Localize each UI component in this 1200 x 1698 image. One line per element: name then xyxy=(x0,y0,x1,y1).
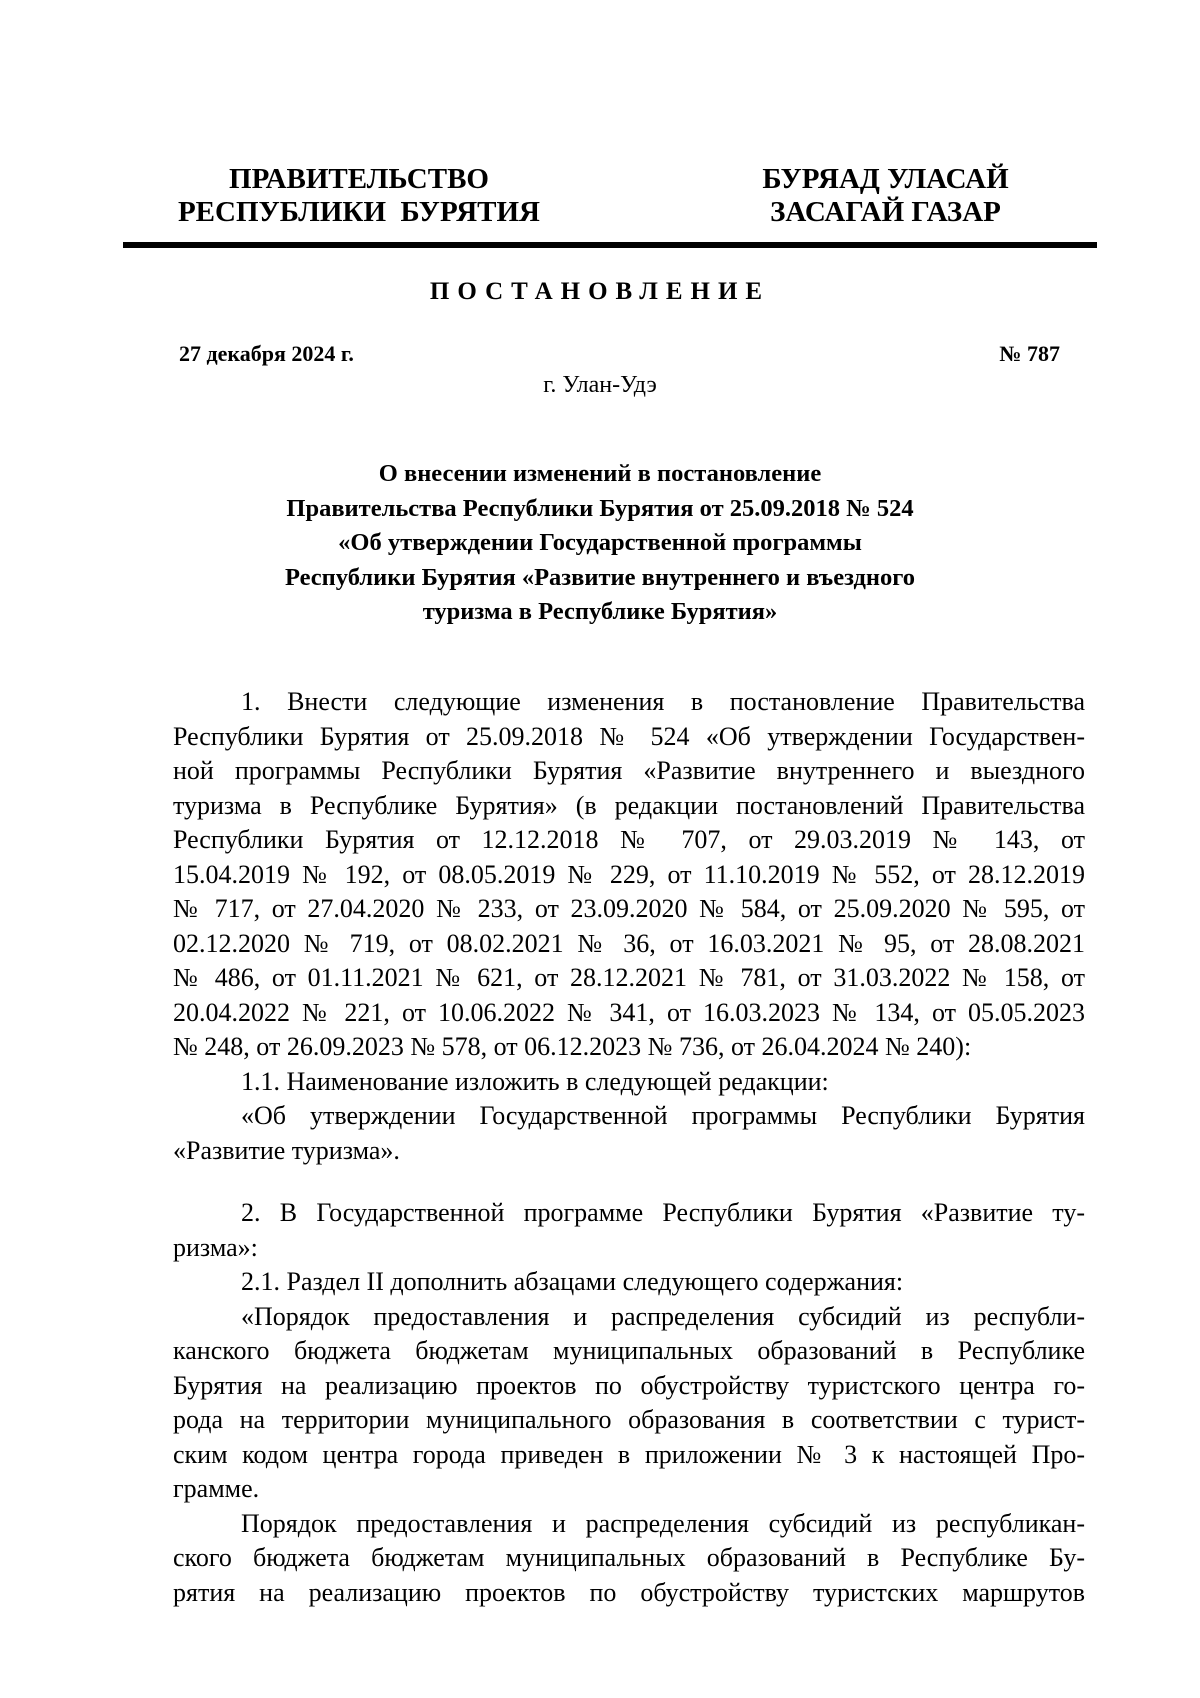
text-line: ной программы Республики Бурятия «Развитие внутреннего и выездного xyxy=(173,756,1085,785)
paragraph-spacer xyxy=(173,1168,1085,1196)
title-line: Правительства Республики Бурятия от 25.09.2018 № 524 xyxy=(286,494,914,522)
government-header-russian xyxy=(170,163,548,229)
document-body xyxy=(173,685,1085,1610)
paragraph-1 xyxy=(173,685,1085,1065)
text-line: ским кодом центра города приведен в приложении № 3 к настоящей Про- xyxy=(173,1439,1085,1469)
text-line: 20.04.2022 № 221, от 10.06.2022 № 341, от 16.03.2023 № 134, от 05.05.2023 xyxy=(173,997,1085,1027)
text-line: ского бюджета бюджетам муниципальных образований в Республике Бу- xyxy=(173,1543,1085,1572)
document-title xyxy=(200,457,1000,630)
text-line: канского бюджета бюджетам муниципальных образований в Республике xyxy=(173,1336,1085,1365)
header-left-line-2: РЕСПУБЛИКИ БУРЯТИЯ xyxy=(177,196,541,228)
text-line: № 248, от 26.09.2023 № 578, от 06.12.2023 № 736, от 26.04.2024 № 240): xyxy=(173,1032,972,1061)
text-line: № 717, от 27.04.2020 № 233, от 23.09.2020 № 584, от 25.09.2020 № 595, от xyxy=(173,894,1085,923)
text-line: рятия на реализацию проектов по обустройству туристских маршрутов xyxy=(173,1577,1085,1607)
title-line: туризма в Республике Бурятия» xyxy=(422,598,778,625)
text-line: 2. В Государственной программе Республики Бурятия «Развитие ту- xyxy=(241,1198,1085,1227)
document-type: ПОСТАНОВЛЕНИЕ xyxy=(429,278,771,305)
paragraph-3 xyxy=(173,1507,1085,1611)
text-line: 02.12.2020 № 719, от 08.02.2021 № 36, от 16.03.2021 № 95, от 28.08.2021 xyxy=(173,928,1085,958)
header-right-line-2: ЗАСАГАЙ ГАЗАР xyxy=(770,196,1001,228)
text-line: Республики Бурятия от 25.09.2018 № 524 «Об утверждении Государствен- xyxy=(173,721,1085,751)
text-line: «Развитие туризма». xyxy=(173,1135,400,1165)
title-line: О внесении изменений в постановление xyxy=(378,460,822,487)
header-divider xyxy=(123,242,1097,248)
header-right-line-1: БУРЯАД УЛАСАЙ xyxy=(762,163,1009,195)
text-line: Республики Бурятия от 12.12.2018 № 707, от 29.03.2019 № 143, от xyxy=(173,825,1085,854)
text-line: «Об утверждении Государственной программы Республики Бурятия xyxy=(241,1101,1085,1130)
text-line: № 486, от 01.11.2021 № 621, от 28.12.2021 № 781, от 31.03.2022 № 158, от xyxy=(173,963,1085,992)
quote-2 xyxy=(173,1300,1085,1507)
title-line: Республики Бурятия «Развитие внутреннего и въездного xyxy=(284,563,916,591)
item-2-1: 2.1. Раздел II дополнить абзацами следующего содержания: xyxy=(241,1267,904,1296)
text-line: ризма»: xyxy=(173,1232,258,1262)
quote-1 xyxy=(173,1099,1085,1168)
document-city: г. Улан-Удэ xyxy=(543,372,657,398)
text-line: Бурятия на реализацию проектов по обустройству туристского центра го- xyxy=(173,1370,1085,1400)
document-date: 27 декабря 2024 г. xyxy=(179,341,354,366)
text-line: «Порядок предоставления и распределения субсидий из республи- xyxy=(241,1301,1085,1331)
paragraph-2 xyxy=(173,1196,1085,1265)
text-line: Порядок предоставления и распределения субсидий из республикан- xyxy=(241,1508,1085,1538)
title-line: «Об утверждении Государственной программы xyxy=(338,529,862,556)
header-left-line-1: ПРАВИТЕЛЬСТВО xyxy=(229,163,489,195)
text-line: 15.04.2019 № 192, от 08.05.2019 № 229, от 11.10.2019 № 552, от 28.12.2019 xyxy=(173,859,1085,889)
text-line: грамме. xyxy=(173,1474,260,1503)
government-header-buryat xyxy=(758,163,1013,229)
text-line: 1. Внести следующие изменения в постановление Правительства xyxy=(241,687,1085,716)
text-line: рода на территории муниципального образования в соответствии с турист- xyxy=(173,1405,1085,1434)
document-number: № 787 xyxy=(999,341,1060,366)
item-1-1: 1.1. Наименование изложить в следующей редакции: xyxy=(241,1066,829,1096)
text-line: туризма в Республике Бурятия» (в редакции постановлений Правительства xyxy=(173,790,1085,820)
